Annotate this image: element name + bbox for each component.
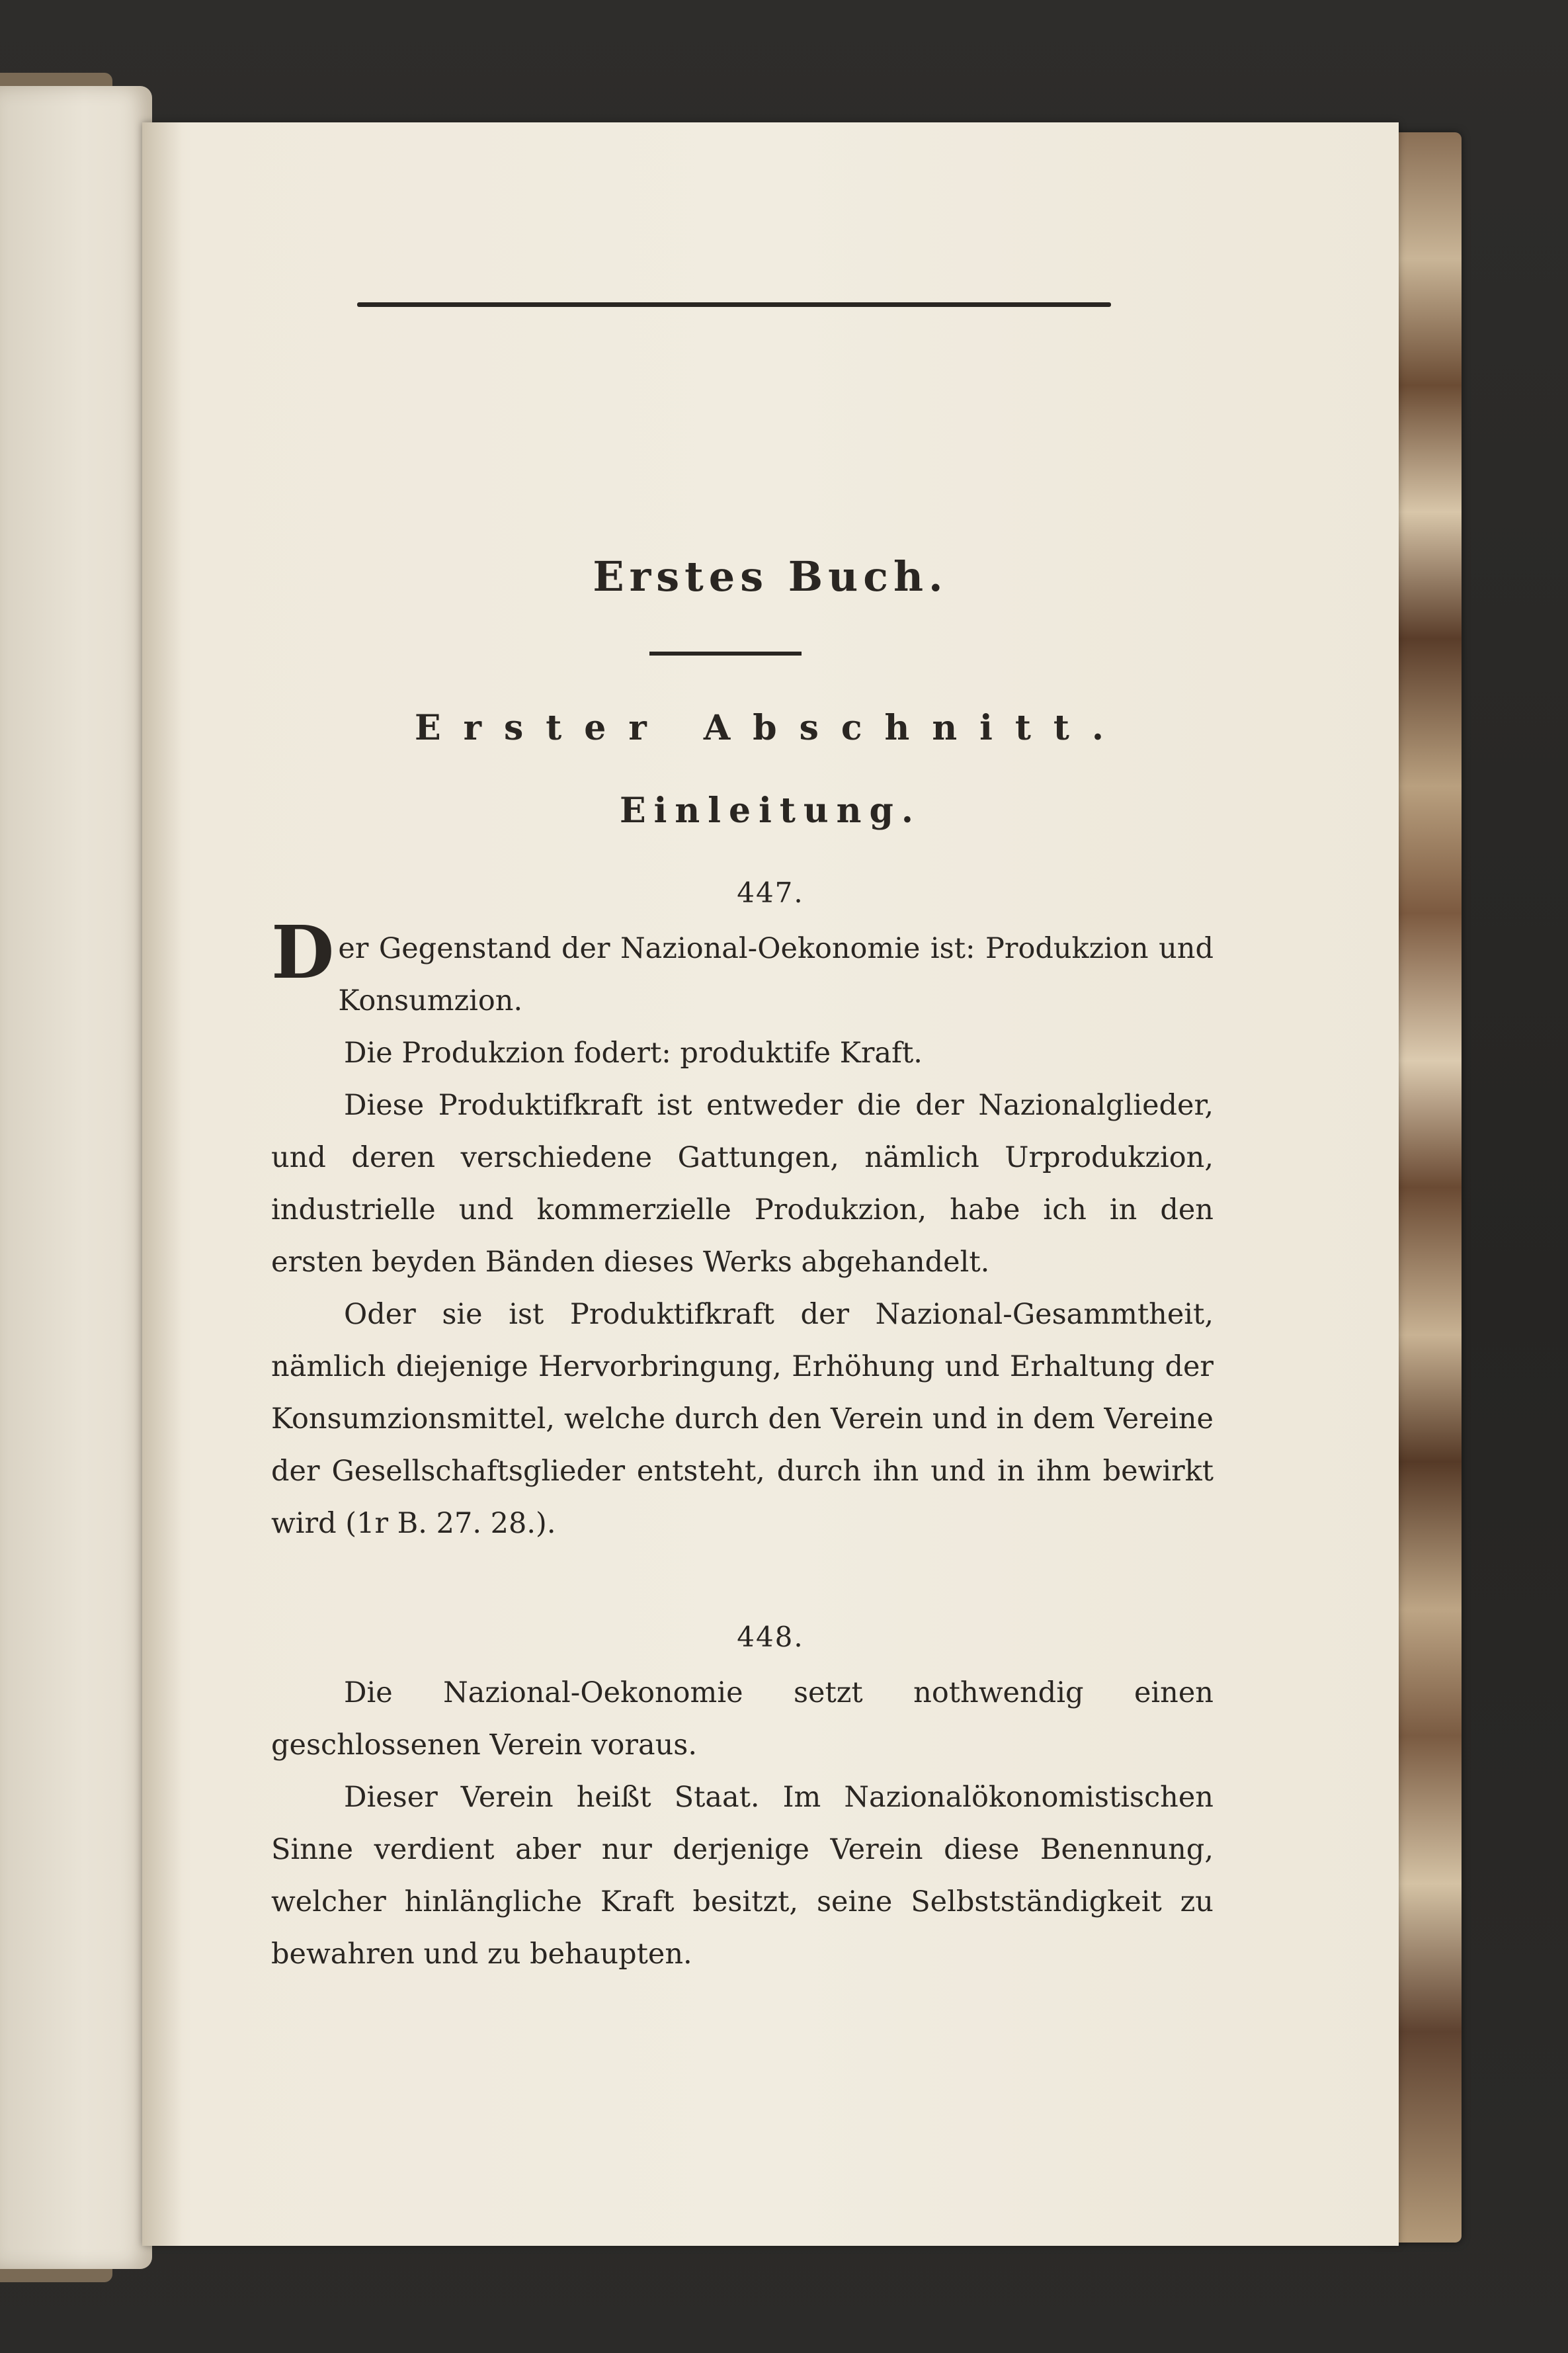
paragraph-line: Die Produkzion fodert: produktife Kraft. (344, 1037, 923, 1070)
drop-cap: D (271, 910, 335, 995)
right-page (142, 122, 1399, 2246)
paragraph-line: Oder sie ist Produktifkraft der Nazional-Gesammtheit, nämlich diejenige Hervorbringung, Erhöhung und Erhaltung der Konsumzionsmittel, welche durch den Verein und in dem Vereine der Gesellschaftsglieder entsteht, durch ihn und in ihm bewirkt wird (1r B. 27. 28.). (271, 1298, 1214, 1540)
chapter-heading: Einleitung. (620, 791, 921, 831)
paragraph-number-447: 447. (737, 877, 804, 909)
section-title: Erster Abschnitt. (414, 708, 1127, 748)
paragraph-number-448: 448. (737, 1621, 804, 1653)
paragraph-line: Diese Produktifkraft ist entweder die der Nazionalglieder, und deren verschiedene Gattungen, nämlich Urprodukzion, industrielle und kommerzielle Produkzion, habe ich in den ersten beyden Bänden dieses Werks abgehandelt. (271, 1089, 1214, 1279)
paragraph-line-text: er Gegenstand der Nazional-Oekonomie ist: Produkzion und Konsumzion. (338, 932, 1214, 1017)
paragraph-447 (271, 910, 1214, 1550)
paragraph-line (271, 910, 1214, 1027)
paragraph-448 (271, 1667, 1214, 1981)
left-page (0, 86, 152, 2269)
paragraph-line: Die Nazional-Oekonomie setzt nothwendig einen geschlossenen Verein voraus. (271, 1676, 1214, 1762)
book-title: Erstes Buch. (593, 552, 948, 601)
paragraph-line: Dieser Verein heißt Staat. Im Nazionalökonomistischen Sinne verdient aber nur derjenige Verein diese Benennung, welcher hinlängliche Kraft besitzt, seine Selbstständigkeit zu bewahren und zu behaupten. (271, 1781, 1214, 1971)
title-rule (649, 652, 802, 656)
top-rule (357, 302, 1111, 307)
